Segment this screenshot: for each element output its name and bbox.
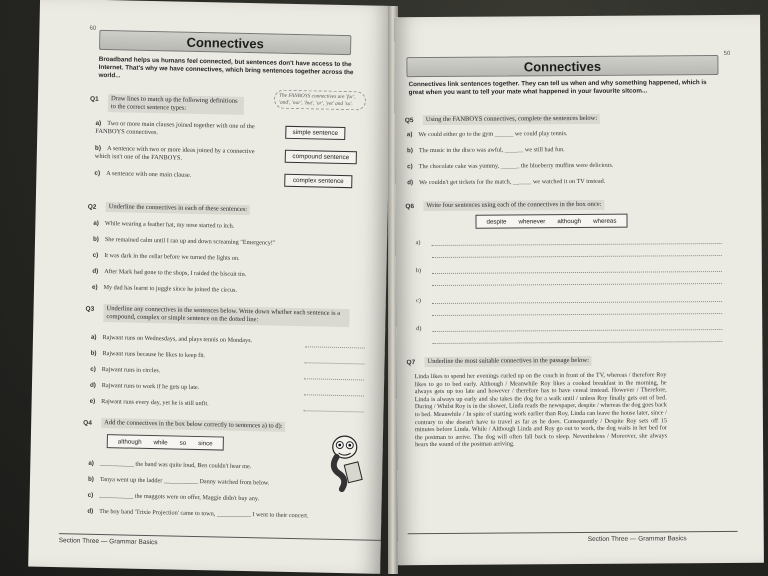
question-number: Q4 [83, 419, 92, 427]
answer-letter: c) [416, 297, 421, 305]
answer-line[interactable] [432, 255, 722, 258]
section-footer: Section Three — Grammar Basics [587, 535, 687, 543]
list-item: a) Two or more main clauses joined together with one of the FANBOYS connectives. [95, 119, 255, 137]
question-number: Q2 [87, 203, 97, 211]
answer-line[interactable] [305, 346, 365, 348]
connective-word: although [117, 437, 142, 446]
answer-letter: b) [415, 267, 422, 275]
answer-letter: d) [416, 325, 422, 333]
list-item: d) The boy band 'Trixie Projection' came to town, ___________ I went to their concert. [87, 507, 309, 520]
answer-line[interactable] [432, 283, 722, 286]
answer-line[interactable] [303, 410, 363, 412]
connective-word: whenever [518, 217, 546, 225]
list-item: d) Rajwant runs to work if he gets up late. [89, 381, 200, 392]
list-item: c) The chocolate cake was yummy, ______ the blueberry muffins were delicious. [407, 161, 614, 171]
question-text: Add the connectives in the box below correctly to sentences a) to d): [101, 418, 286, 432]
list-item: a) We could either go to the gym ______ we could play tennis. [406, 130, 568, 139]
connective-word: whereas [593, 217, 617, 225]
list-item: c) ___________ the maggots were on offer, Maggie didn't buy any. [87, 491, 260, 503]
list-item: e) Rajwant runs every day, yet he is still unfit. [89, 397, 209, 408]
right-page [394, 15, 764, 566]
answer-line[interactable] [432, 313, 722, 316]
answer-line[interactable] [432, 243, 722, 246]
fanboys-note: The FANBOYS connectives are 'for', 'and', 'nor', 'but', 'or', 'yet' and 'so'. [274, 90, 366, 111]
question-number: Q7 [406, 359, 416, 367]
list-item: d) After Mark had gone to the shops, I raided the biscuit tin. [92, 267, 247, 279]
sentence-type-box[interactable]: simple sentence [285, 126, 345, 140]
page-number: 60 [89, 25, 97, 32]
question-number: Q5 [404, 117, 414, 125]
connective-word: since [198, 439, 213, 447]
answer-line[interactable] [432, 329, 722, 332]
list-item: e) My dad has learnt to juggle since he joined the circus. [91, 283, 238, 294]
intro-text: Broadband helps us humans feel connected, but sentences don't have access to the Internet. That's why we have connectives, which bring sentences together across the world... [98, 55, 354, 80]
connective-word: so [179, 439, 187, 447]
answer-line[interactable] [432, 301, 722, 304]
worm-mascot-icon [322, 433, 367, 494]
page-title: Connectives [406, 55, 718, 77]
question-text: Draw lines to match up the following definitions to the correct sentence types: [108, 94, 244, 115]
footer-divider [408, 531, 738, 534]
list-item: b) A sentence with two or more ideas joined by a connective which isn't one of the FANBOYS. [94, 144, 255, 162]
question-text: Underline the most suitable connectives in the passage below: [424, 356, 591, 367]
intro-text: Connectives link sentences together. They can tell us when and why something happened, which is great when you want to tell your mate what happened in your favourite sitcom... [408, 79, 707, 97]
left-page [28, 0, 392, 574]
passage-text: Linda likes to spend her evenings curled up on the couch in front of the TV, whereas / therefore Roy likes to go to bed early. Although / Meanwhile Roy likes a cooked breakfast in the morning, he always gets up too late and however / therefore has to have cereal instead. However / Therefore, Linda is always up early and she takes the dog for a walk until / unless Roy finally gets out of bed. During / Whilst Roy is in the shower, Linda reads the newspaper, despite / whereas the dog goes back to bed. Meanwhile / In spite of starting work earlier than Roy, Linda can leave the house later, since / contrary to she doesn't have to travel as far as he does. Consequently / Despite Roy sets off 15 minutes before Linda. While / Although Linda and Roy go out to work, the dog waits in her bed for the postman to arrive. The dog will often fall back to sleep. Nevertheless / Moreover, she always hears the sound of the postman arriving. [414, 371, 668, 449]
answer-line[interactable] [432, 271, 722, 274]
workbook [40, 6, 758, 574]
connective-word: while [153, 438, 168, 446]
list-item: a) ___________ the band was quite loud, Ben couldn't hear me. [88, 459, 252, 471]
question-number: Q6 [405, 203, 415, 211]
connective-word: although [557, 217, 582, 225]
question-number: Q3 [85, 305, 95, 313]
list-item: a) While wearing a feather hat, my nose started to itch. [93, 219, 235, 230]
list-item: a) Rajwant runs on Wednesdays, and plays tennis on Mondays. [90, 333, 253, 345]
answer-line[interactable] [432, 341, 722, 344]
list-item: b) The music in the disco was awful, ______ we still had fun. [406, 146, 565, 155]
list-item: c) It was dark in the cellar before we turned the lights on. [92, 251, 240, 262]
question-number: Q1 [89, 95, 99, 103]
question-text: Using the FANBOYS connectives, complete the sentences below: [423, 114, 600, 125]
connectives-box [475, 214, 627, 229]
question-text: Write four sentences using each of the connectives in the box once: [423, 200, 604, 211]
list-item: b) Rajwant runs because he likes to keep fit. [90, 349, 206, 360]
question-text: Underline any connectives in the sentences below. Write down whether each sentence is a compound, complex or simple sentence on the dotted line: [103, 304, 349, 327]
connectives-box [107, 434, 224, 450]
section-footer: Section Three — Grammar Basics [58, 537, 158, 547]
list-item: c) Rajwant runs in circles. [90, 365, 161, 375]
question-text: Underline the connectives in each of these sentences: [106, 202, 251, 215]
list-item: d) We couldn't get tickets for the match, ______ we watched it on TV instead. [407, 177, 606, 187]
page-number: 50 [723, 50, 731, 57]
connective-word: despite [486, 218, 507, 226]
page-title: Connectives [99, 30, 351, 55]
answer-line[interactable] [304, 394, 364, 396]
answer-letter: a) [415, 239, 421, 247]
sentence-type-box[interactable]: compound sentence [285, 150, 357, 165]
list-item: b) She remained calm until I ran up and down screaming "Emergency!" [92, 235, 276, 247]
answer-line[interactable] [304, 362, 364, 364]
sentence-type-box[interactable]: complex sentence [284, 174, 352, 188]
answer-line[interactable] [304, 378, 364, 380]
list-item: c) A sentence with one main clause. [94, 169, 192, 179]
list-item: b) Tanya went up the ladder ___________ Danny watched from below. [87, 475, 270, 487]
